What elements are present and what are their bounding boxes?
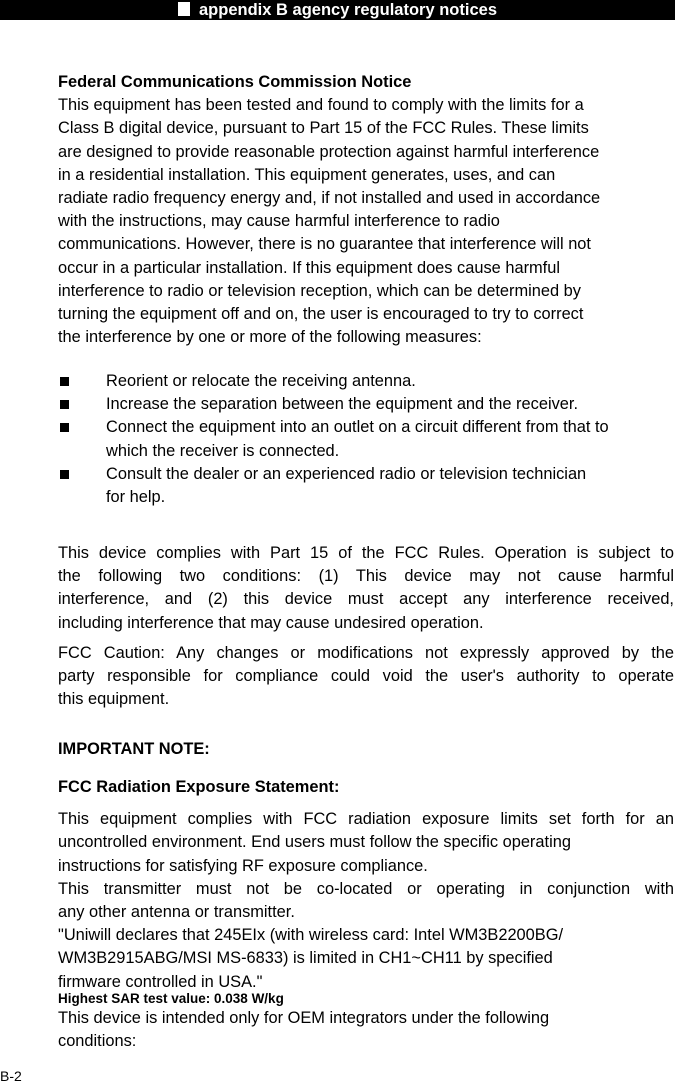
text-line: party responsible for compliance could void the user's authority to operate xyxy=(58,667,674,686)
text-line: FCC Caution: Any changes or modifications not expressly approved by the xyxy=(58,644,674,662)
text-lines xyxy=(58,642,674,712)
text-line: interference to radio or television reception, which can be determined by xyxy=(58,281,581,300)
text-line: firmware controlled in USA." xyxy=(58,972,263,991)
page-number: B-2 xyxy=(0,1068,22,1084)
text-line: This equipment complies with FCC radiation exposure limits set forth for an xyxy=(58,810,674,829)
text-lines xyxy=(106,416,674,462)
bullet-icon xyxy=(60,377,69,386)
text-line: in a residential installation. This equipment generates, uses, and can xyxy=(58,165,556,184)
text-line: with the instructions, may cause harmful interference to radio xyxy=(58,212,500,231)
fcc-notice xyxy=(58,71,674,349)
caution-paragraph xyxy=(58,642,674,712)
text-line: any other antenna or transmitter. xyxy=(58,902,295,921)
text-line: instructions for satisfying RF exposure compliance. xyxy=(58,856,428,875)
text-line: are designed to provide reasonable protection against harmful interference xyxy=(58,142,600,161)
text-line: Consult the dealer or an experienced radio or television technician xyxy=(106,464,587,483)
section-header xyxy=(0,0,675,20)
measures-list xyxy=(58,370,674,509)
text-line: WM3B2915ABG/MSI MS-6833) is limited in CH1~CH11 by specified xyxy=(58,949,553,968)
text-line: This equipment has been tested and found to comply with the limits for a xyxy=(58,96,584,115)
radiation-title: FCC Radiation Exposure Statement: xyxy=(58,778,340,796)
text-line: occur in a particular installation. If this equipment does cause harmful xyxy=(58,258,560,277)
sar-value: Highest SAR test value: 0.038 W/kg xyxy=(58,991,284,1006)
text-lines xyxy=(58,808,674,878)
text-line: This device is intended only for OEM integrators under the following xyxy=(58,1009,550,1027)
text-line: the interference by one or more of the following measures: xyxy=(58,328,482,347)
section-title: appendix B agency regulatory notices xyxy=(199,1,497,19)
part15-paragraph xyxy=(58,542,674,635)
text-line: "Uniwill declares that 245EIx (with wireless card: Intel WM3B2200BG/ xyxy=(58,926,564,945)
list-item xyxy=(58,393,674,416)
text-line: Connect the equipment into an outlet on a circuit different from that to xyxy=(106,418,609,437)
text-line: for help. xyxy=(106,487,166,506)
radiation-statement xyxy=(58,776,674,994)
square-icon xyxy=(178,2,190,16)
text-lines xyxy=(106,393,674,416)
text-line: This transmitter must not be co-located or operating in conjunction with xyxy=(58,879,674,898)
text-line: conditions: xyxy=(58,1032,137,1051)
list-item xyxy=(58,463,674,509)
text-lines xyxy=(58,878,674,924)
text-line: this equipment. xyxy=(58,690,170,709)
text-line: Increase the separation between the equipment and the receiver. xyxy=(106,395,578,414)
text-line: interference, and (2) this device must accept any interference received, xyxy=(58,590,674,609)
bullet-icon xyxy=(60,400,69,409)
text-line: This device complies with Part 15 of the FCC Rules. Operation is subject to xyxy=(58,544,674,562)
text-line: turning the equipment off and on, the user is encouraged to try to correct xyxy=(58,304,584,323)
text-line: Reorient or relocate the receiving antenna. xyxy=(106,372,416,390)
text-line: uncontrolled environment. End users must follow the specific operating xyxy=(58,833,571,852)
text-line: Class B digital device, pursuant to Part 15 of the FCC Rules. These limits xyxy=(58,119,589,138)
bullet-icon xyxy=(60,423,69,432)
text-lines xyxy=(58,1007,674,1053)
text-line: which the receiver is connected. xyxy=(106,441,340,460)
text-lines xyxy=(106,463,674,509)
text-line: radiate radio frequency energy and, if not installed and used in accordance xyxy=(58,188,601,207)
fcc-notice-title: Federal Communications Commission Notice xyxy=(58,73,412,91)
text-line: the following two conditions: (1) This device may not cause harmful xyxy=(58,567,674,586)
text-lines xyxy=(58,94,674,349)
list-item xyxy=(58,370,674,393)
list-item xyxy=(58,416,674,462)
text-line: including interference that may cause undesired operation. xyxy=(58,613,484,632)
important-note: IMPORTANT NOTE: xyxy=(58,740,210,758)
text-lines xyxy=(106,370,674,393)
text-lines xyxy=(58,924,674,994)
oem-paragraph xyxy=(58,1007,674,1053)
text-line: communications. However, there is no guarantee that interference will not xyxy=(58,235,591,254)
text-lines xyxy=(58,542,674,635)
bullet-icon xyxy=(60,470,69,479)
